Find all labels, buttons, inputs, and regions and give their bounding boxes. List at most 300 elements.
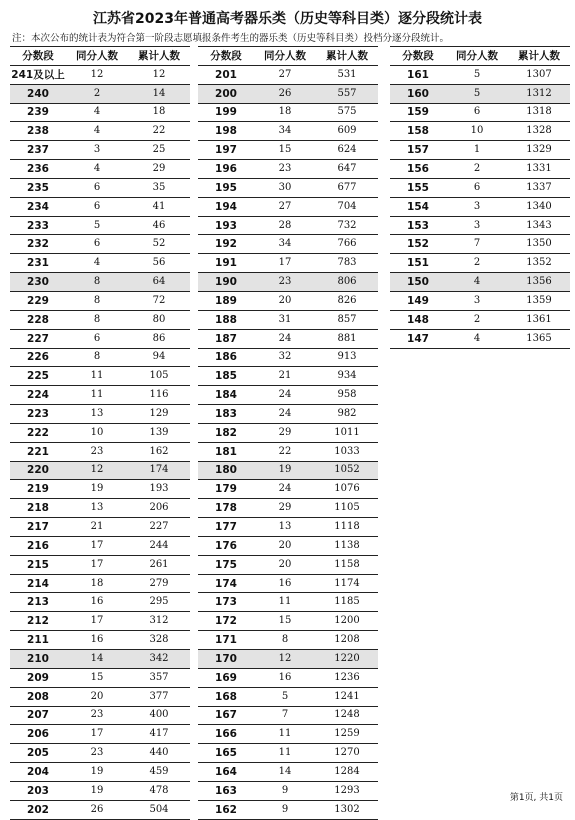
- table-row: [198, 310, 378, 329]
- table-row: [198, 386, 378, 405]
- cell-cumulative: 1259: [316, 725, 378, 744]
- cell-cumulative: 783: [316, 254, 378, 273]
- cell-cumulative: 1220: [316, 650, 378, 669]
- table-row: [10, 178, 190, 197]
- cell-score: 221: [10, 442, 66, 461]
- cell-score: 204: [10, 763, 66, 782]
- table-row: [198, 235, 378, 254]
- cell-score: 202: [10, 800, 66, 819]
- cell-same-count: 2: [446, 160, 508, 179]
- table-header-row: [390, 47, 570, 66]
- cell-score: 199: [198, 103, 254, 122]
- cell-score: 223: [10, 405, 66, 424]
- cell-cumulative: 1350: [508, 235, 570, 254]
- cell-same-count: 24: [254, 405, 316, 424]
- cell-same-count: 29: [254, 423, 316, 442]
- table-row: [198, 273, 378, 292]
- cell-same-count: 23: [66, 744, 128, 763]
- cell-cumulative: 1270: [316, 744, 378, 763]
- cell-score: 162: [198, 800, 254, 819]
- cell-cumulative: 342: [128, 650, 190, 669]
- cell-score: 155: [390, 178, 446, 197]
- table-row: [390, 273, 570, 292]
- cell-same-count: 12: [66, 65, 128, 84]
- cell-score: 182: [198, 423, 254, 442]
- cell-cumulative: 312: [128, 612, 190, 631]
- cell-same-count: 4: [66, 122, 128, 141]
- cell-cumulative: 504: [128, 800, 190, 819]
- cell-score: 203: [10, 781, 66, 800]
- cell-cumulative: 357: [128, 668, 190, 687]
- cell-cumulative: 677: [316, 178, 378, 197]
- cell-cumulative: 1011: [316, 423, 378, 442]
- table-row: [10, 442, 190, 461]
- cell-same-count: 20: [66, 687, 128, 706]
- cell-cumulative: 1248: [316, 706, 378, 725]
- table-row: [10, 291, 190, 310]
- cell-cumulative: 46: [128, 216, 190, 235]
- cell-cumulative: 1200: [316, 612, 378, 631]
- cell-cumulative: 1236: [316, 668, 378, 687]
- table-row: [10, 216, 190, 235]
- score-table-1: [10, 46, 190, 820]
- cell-cumulative: 1331: [508, 160, 570, 179]
- cell-same-count: 21: [254, 367, 316, 386]
- cell-score: 152: [390, 235, 446, 254]
- cell-same-count: 17: [66, 612, 128, 631]
- table-row: [198, 423, 378, 442]
- cell-same-count: 15: [66, 668, 128, 687]
- cell-cumulative: 478: [128, 781, 190, 800]
- cell-score: 201: [198, 65, 254, 84]
- cell-same-count: 22: [254, 442, 316, 461]
- cell-same-count: 13: [66, 499, 128, 518]
- table-row: [10, 725, 190, 744]
- cell-cumulative: 162: [128, 442, 190, 461]
- table-row: [198, 254, 378, 273]
- cell-cumulative: 129: [128, 405, 190, 424]
- cell-same-count: 5: [254, 687, 316, 706]
- table-header-row: [198, 47, 378, 66]
- cell-score: 227: [10, 329, 66, 348]
- cell-cumulative: 531: [316, 65, 378, 84]
- table-row: [10, 273, 190, 292]
- cell-same-count: 17: [254, 254, 316, 273]
- table-row: [10, 555, 190, 574]
- cell-score: 234: [10, 197, 66, 216]
- cell-score: 178: [198, 499, 254, 518]
- cell-cumulative: 377: [128, 687, 190, 706]
- cell-same-count: 6: [66, 235, 128, 254]
- table-row: [10, 744, 190, 763]
- cell-same-count: 11: [66, 367, 128, 386]
- cell-cumulative: 12: [128, 65, 190, 84]
- cell-same-count: 3: [446, 291, 508, 310]
- cell-cumulative: 35: [128, 178, 190, 197]
- cell-score: 233: [10, 216, 66, 235]
- table-row: [10, 499, 190, 518]
- cell-cumulative: 1208: [316, 631, 378, 650]
- cell-cumulative: 1174: [316, 574, 378, 593]
- cell-cumulative: 295: [128, 593, 190, 612]
- table-row: [198, 706, 378, 725]
- cell-cumulative: 1329: [508, 141, 570, 160]
- cell-same-count: 27: [254, 197, 316, 216]
- header-cumulative: 累计人数: [316, 47, 378, 66]
- table-row: [198, 178, 378, 197]
- cell-score: 236: [10, 160, 66, 179]
- cell-cumulative: 1105: [316, 499, 378, 518]
- cell-same-count: 17: [66, 555, 128, 574]
- cell-cumulative: 29: [128, 160, 190, 179]
- cell-same-count: 19: [66, 480, 128, 499]
- cell-same-count: 5: [446, 84, 508, 103]
- cell-cumulative: 1352: [508, 254, 570, 273]
- cell-cumulative: 1241: [316, 687, 378, 706]
- table-row: [10, 405, 190, 424]
- cell-cumulative: 1284: [316, 763, 378, 782]
- cell-cumulative: 1312: [508, 84, 570, 103]
- cell-same-count: 6: [446, 103, 508, 122]
- cell-cumulative: 116: [128, 386, 190, 405]
- cell-cumulative: 417: [128, 725, 190, 744]
- header-cumulative: 累计人数: [128, 47, 190, 66]
- cell-cumulative: 881: [316, 329, 378, 348]
- cell-cumulative: 1118: [316, 518, 378, 537]
- cell-same-count: 31: [254, 310, 316, 329]
- table-row: [198, 593, 378, 612]
- table-row: [198, 744, 378, 763]
- cell-cumulative: 105: [128, 367, 190, 386]
- cell-score: 235: [10, 178, 66, 197]
- cell-cumulative: 244: [128, 536, 190, 555]
- cell-cumulative: 139: [128, 423, 190, 442]
- cell-cumulative: 609: [316, 122, 378, 141]
- cell-cumulative: 557: [316, 84, 378, 103]
- cell-cumulative: 400: [128, 706, 190, 725]
- table-row: [10, 461, 190, 480]
- cell-score: 205: [10, 744, 66, 763]
- cell-same-count: 7: [254, 706, 316, 725]
- cell-score: 193: [198, 216, 254, 235]
- cell-score: 239: [10, 103, 66, 122]
- cell-score: 174: [198, 574, 254, 593]
- cell-same-count: 6: [66, 329, 128, 348]
- cell-score: 173: [198, 593, 254, 612]
- cell-score: 212: [10, 612, 66, 631]
- cell-same-count: 12: [254, 650, 316, 669]
- cell-cumulative: 25: [128, 141, 190, 160]
- table-row: [390, 84, 570, 103]
- cell-score: 188: [198, 310, 254, 329]
- table-row: [10, 122, 190, 141]
- cell-same-count: 29: [254, 499, 316, 518]
- cell-cumulative: 1337: [508, 178, 570, 197]
- table-row: [198, 141, 378, 160]
- table-row: [10, 668, 190, 687]
- cell-cumulative: 459: [128, 763, 190, 782]
- score-table-2: [198, 46, 378, 820]
- cell-score: 213: [10, 593, 66, 612]
- cell-score: 149: [390, 291, 446, 310]
- cell-score: 194: [198, 197, 254, 216]
- cell-score: 166: [198, 725, 254, 744]
- cell-same-count: 6: [446, 178, 508, 197]
- table-row: [10, 574, 190, 593]
- header-score: 分数段: [390, 47, 446, 66]
- table-row: [10, 160, 190, 179]
- cell-score: 195: [198, 178, 254, 197]
- cell-same-count: 3: [446, 216, 508, 235]
- table-row: [390, 291, 570, 310]
- cell-same-count: 6: [66, 197, 128, 216]
- table-row: [198, 160, 378, 179]
- table-row: [198, 781, 378, 800]
- table-row: [390, 329, 570, 348]
- cell-same-count: 13: [254, 518, 316, 537]
- table-row: [10, 141, 190, 160]
- cell-score: 231: [10, 254, 66, 273]
- cell-score: 158: [390, 122, 446, 141]
- table-row: [198, 291, 378, 310]
- table-row: [198, 216, 378, 235]
- cell-cumulative: 56: [128, 254, 190, 273]
- note-text: 注：本次公布的统计表为符合第一阶段志愿填报条件考生的器乐类（历史等科目类）投档分逐分段统计。: [12, 33, 450, 44]
- table-row: [10, 310, 190, 329]
- table-row: [10, 518, 190, 537]
- cell-same-count: 8: [66, 273, 128, 292]
- cell-cumulative: 328: [128, 631, 190, 650]
- cell-cumulative: 14: [128, 84, 190, 103]
- cell-same-count: 32: [254, 348, 316, 367]
- cell-cumulative: 52: [128, 235, 190, 254]
- cell-score: 217: [10, 518, 66, 537]
- cell-same-count: 4: [446, 329, 508, 348]
- cell-cumulative: 18: [128, 103, 190, 122]
- header-same-count: 同分人数: [254, 47, 316, 66]
- page-footer: 第1页, 共1页: [509, 793, 563, 803]
- cell-cumulative: 704: [316, 197, 378, 216]
- cell-cumulative: 934: [316, 367, 378, 386]
- table-row: [10, 386, 190, 405]
- cell-cumulative: 575: [316, 103, 378, 122]
- cell-score: 230: [10, 273, 66, 292]
- cell-cumulative: 94: [128, 348, 190, 367]
- cell-score: 219: [10, 480, 66, 499]
- table-row: [390, 197, 570, 216]
- cell-score: 208: [10, 687, 66, 706]
- cell-same-count: 20: [254, 291, 316, 310]
- cell-same-count: 23: [66, 706, 128, 725]
- header-score: 分数段: [198, 47, 254, 66]
- cell-score: 168: [198, 687, 254, 706]
- cell-same-count: 18: [254, 103, 316, 122]
- table-row: [198, 461, 378, 480]
- cell-same-count: 24: [254, 480, 316, 499]
- table-row: [390, 216, 570, 235]
- cell-same-count: 17: [66, 536, 128, 555]
- cell-same-count: 8: [66, 310, 128, 329]
- cell-cumulative: 279: [128, 574, 190, 593]
- cell-cumulative: 1185: [316, 593, 378, 612]
- cell-score: 232: [10, 235, 66, 254]
- cell-score: 207: [10, 706, 66, 725]
- cell-score: 167: [198, 706, 254, 725]
- header-same-count: 同分人数: [446, 47, 508, 66]
- cell-score: 210: [10, 650, 66, 669]
- cell-same-count: 20: [254, 536, 316, 555]
- cell-same-count: 24: [254, 386, 316, 405]
- cell-same-count: 19: [254, 461, 316, 480]
- cell-same-count: 7: [446, 235, 508, 254]
- cell-score: 209: [10, 668, 66, 687]
- table-row: [198, 329, 378, 348]
- cell-score: 237: [10, 141, 66, 160]
- cell-same-count: 11: [66, 386, 128, 405]
- table-row: [390, 65, 570, 84]
- table-row: [198, 536, 378, 555]
- cell-cumulative: 64: [128, 273, 190, 292]
- cell-score: 196: [198, 160, 254, 179]
- cell-score: 224: [10, 386, 66, 405]
- cell-score: 186: [198, 348, 254, 367]
- table-row: [198, 631, 378, 650]
- cell-same-count: 8: [66, 348, 128, 367]
- cell-score: 163: [198, 781, 254, 800]
- cell-score: 161: [390, 65, 446, 84]
- cell-score: 238: [10, 122, 66, 141]
- table-row: [198, 480, 378, 499]
- cell-same-count: 14: [254, 763, 316, 782]
- cell-score: 154: [390, 197, 446, 216]
- table-row: [390, 160, 570, 179]
- cell-score: 176: [198, 536, 254, 555]
- cell-same-count: 23: [254, 273, 316, 292]
- cell-same-count: 10: [446, 122, 508, 141]
- cell-cumulative: 1365: [508, 329, 570, 348]
- cell-score: 197: [198, 141, 254, 160]
- cell-score: 171: [198, 631, 254, 650]
- table-row: [198, 518, 378, 537]
- cell-same-count: 26: [254, 84, 316, 103]
- table-row: [10, 593, 190, 612]
- table-row: [10, 329, 190, 348]
- table-row: [198, 367, 378, 386]
- cell-cumulative: 1158: [316, 555, 378, 574]
- table-row: [390, 122, 570, 141]
- page-title: 江苏省2023年普通高考器乐类（历史等科目类）逐分段统计表: [93, 11, 482, 27]
- cell-cumulative: 193: [128, 480, 190, 499]
- table-row: [10, 197, 190, 216]
- cell-same-count: 1: [446, 141, 508, 160]
- cell-same-count: 2: [446, 254, 508, 273]
- table-row: [10, 781, 190, 800]
- cell-score: 181: [198, 442, 254, 461]
- cell-same-count: 19: [66, 763, 128, 782]
- cell-same-count: 28: [254, 216, 316, 235]
- cell-same-count: 11: [254, 593, 316, 612]
- cell-same-count: 23: [66, 442, 128, 461]
- cell-score: 215: [10, 555, 66, 574]
- cell-score: 220: [10, 461, 66, 480]
- cell-score: 164: [198, 763, 254, 782]
- cell-score: 150: [390, 273, 446, 292]
- cell-same-count: 3: [66, 141, 128, 160]
- cell-score: 180: [198, 461, 254, 480]
- table-row: [390, 235, 570, 254]
- cell-cumulative: 806: [316, 273, 378, 292]
- cell-same-count: 13: [66, 405, 128, 424]
- cell-same-count: 15: [254, 612, 316, 631]
- cell-cumulative: 1343: [508, 216, 570, 235]
- cell-same-count: 17: [66, 725, 128, 744]
- cell-cumulative: 732: [316, 216, 378, 235]
- cell-cumulative: 826: [316, 291, 378, 310]
- table-row: [198, 650, 378, 669]
- cell-cumulative: 1356: [508, 273, 570, 292]
- cell-same-count: 11: [254, 744, 316, 763]
- cell-same-count: 26: [66, 800, 128, 819]
- table-row: [198, 725, 378, 744]
- cell-score: 184: [198, 386, 254, 405]
- cell-score: 192: [198, 235, 254, 254]
- cell-score: 179: [198, 480, 254, 499]
- cell-same-count: 4: [66, 254, 128, 273]
- cell-same-count: 11: [254, 725, 316, 744]
- table-row: [198, 668, 378, 687]
- cell-cumulative: 982: [316, 405, 378, 424]
- cell-score: 216: [10, 536, 66, 555]
- cell-same-count: 19: [66, 781, 128, 800]
- cell-cumulative: 440: [128, 744, 190, 763]
- table-row: [10, 84, 190, 103]
- cell-cumulative: 647: [316, 160, 378, 179]
- cell-cumulative: 1293: [316, 781, 378, 800]
- cell-score: 241及以上: [10, 65, 66, 84]
- table-row: [10, 631, 190, 650]
- cell-score: 228: [10, 310, 66, 329]
- cell-score: 222: [10, 423, 66, 442]
- cell-same-count: 2: [446, 310, 508, 329]
- cell-score: 218: [10, 499, 66, 518]
- cell-same-count: 20: [254, 555, 316, 574]
- cell-score: 183: [198, 405, 254, 424]
- cell-score: 148: [390, 310, 446, 329]
- cell-score: 151: [390, 254, 446, 273]
- table-row: [10, 612, 190, 631]
- table-row: [198, 687, 378, 706]
- cell-same-count: 23: [254, 160, 316, 179]
- cell-score: 156: [390, 160, 446, 179]
- cell-same-count: 16: [66, 631, 128, 650]
- cell-score: 189: [198, 291, 254, 310]
- table-row: [10, 348, 190, 367]
- cell-cumulative: 913: [316, 348, 378, 367]
- cell-cumulative: 1052: [316, 461, 378, 480]
- table-row: [10, 763, 190, 782]
- table-row: [198, 763, 378, 782]
- cell-cumulative: 227: [128, 518, 190, 537]
- table-row: [10, 367, 190, 386]
- cell-same-count: 3: [446, 197, 508, 216]
- table-row: [198, 612, 378, 631]
- table-row: [390, 310, 570, 329]
- cell-same-count: 16: [254, 574, 316, 593]
- cell-score: 177: [198, 518, 254, 537]
- cell-same-count: 9: [254, 781, 316, 800]
- cell-cumulative: 261: [128, 555, 190, 574]
- cell-cumulative: 1361: [508, 310, 570, 329]
